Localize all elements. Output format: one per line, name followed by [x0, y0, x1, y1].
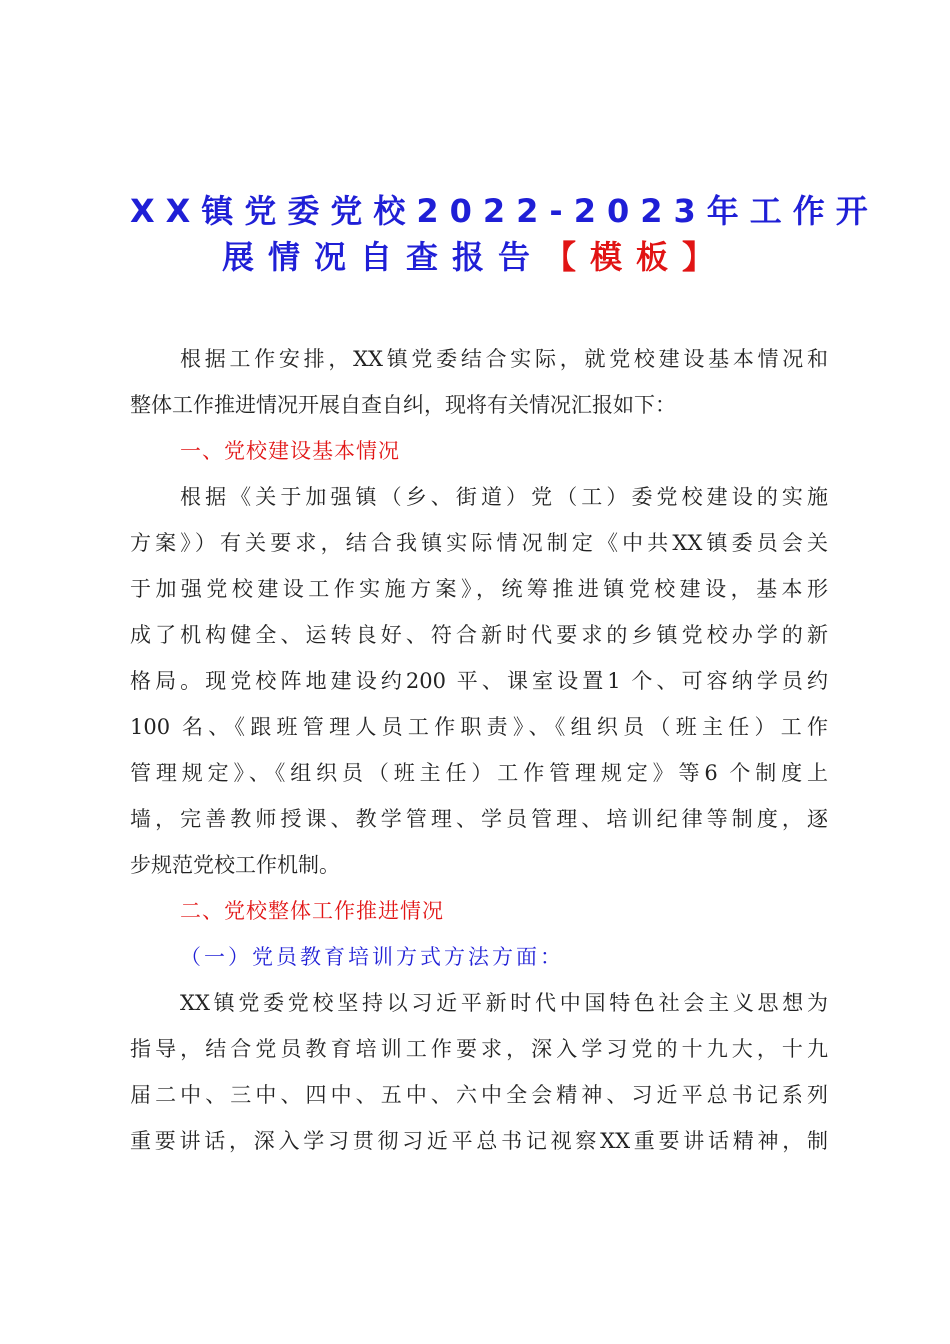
document-body [130, 336, 828, 1164]
paragraph-line: 管理规定》、《组织员（班主任）工作管理规定》等6 个制度上 [130, 761, 828, 785]
paragraph-line: 根据《关于加强镇（乡、街道）党（工）委党校建设的实施 [180, 485, 828, 509]
subsection-heading: （一）党员教育培训方式方法方面： [180, 945, 564, 969]
template-tag: 【模板】 [544, 238, 729, 276]
intro-line: 根据工作安排，XX镇党委结合实际，就党校建设基本情况和 [180, 347, 828, 371]
paragraph-line: 届二中、三中、四中、五中、六中全会精神、习近平总书记系列 [130, 1083, 828, 1107]
paragraph-line: 重要讲话，深入学习贯彻习近平总书记视察XX重要讲话精神，制 [130, 1129, 828, 1153]
paragraph-line: 格局。现党校阵地建设约200 平、课室设置1 个、可容纳学员约 [130, 669, 828, 693]
paragraph-line: 指导，结合党员教育培训工作要求，深入学习党的十九大，十九 [130, 1037, 828, 1061]
paragraph-line: 墙，完善教师授课、教学管理、学员管理、培训纪律等制度，逐 [130, 807, 828, 831]
section-heading-2: 二、党校整体工作推进情况 [180, 899, 444, 923]
document-title-main: 展情况自查报告 [221, 238, 544, 276]
paragraph-line: 100 名、《跟班管理人员工作职责》、《组织员（班主任）工作 [130, 715, 828, 739]
intro-line: 整体工作推进情况开展自查自纠，现将有关情况汇报如下： [130, 393, 676, 417]
section-heading-1: 一、党校建设基本情况 [180, 439, 400, 463]
paragraph-line: 成了机构健全、运转良好、符合新时代要求的乡镇党校办学的新 [130, 623, 828, 647]
document-title-line-2 [130, 232, 820, 278]
document-title-line-1: XX镇党委党校2022-2023年工作开 [130, 192, 879, 230]
paragraph-line: 于加强党校建设工作实施方案》，统筹推进镇党校建设，基本形 [130, 577, 828, 601]
paragraph-line: 方案》）有关要求，结合我镇实际情况制定《中共XX镇委员会关 [130, 531, 828, 555]
paragraph-line: 步规范党校工作机制。 [130, 853, 340, 877]
paragraph-line: XX镇党委党校坚持以习近平新时代中国特色社会主义思想为 [180, 991, 828, 1015]
